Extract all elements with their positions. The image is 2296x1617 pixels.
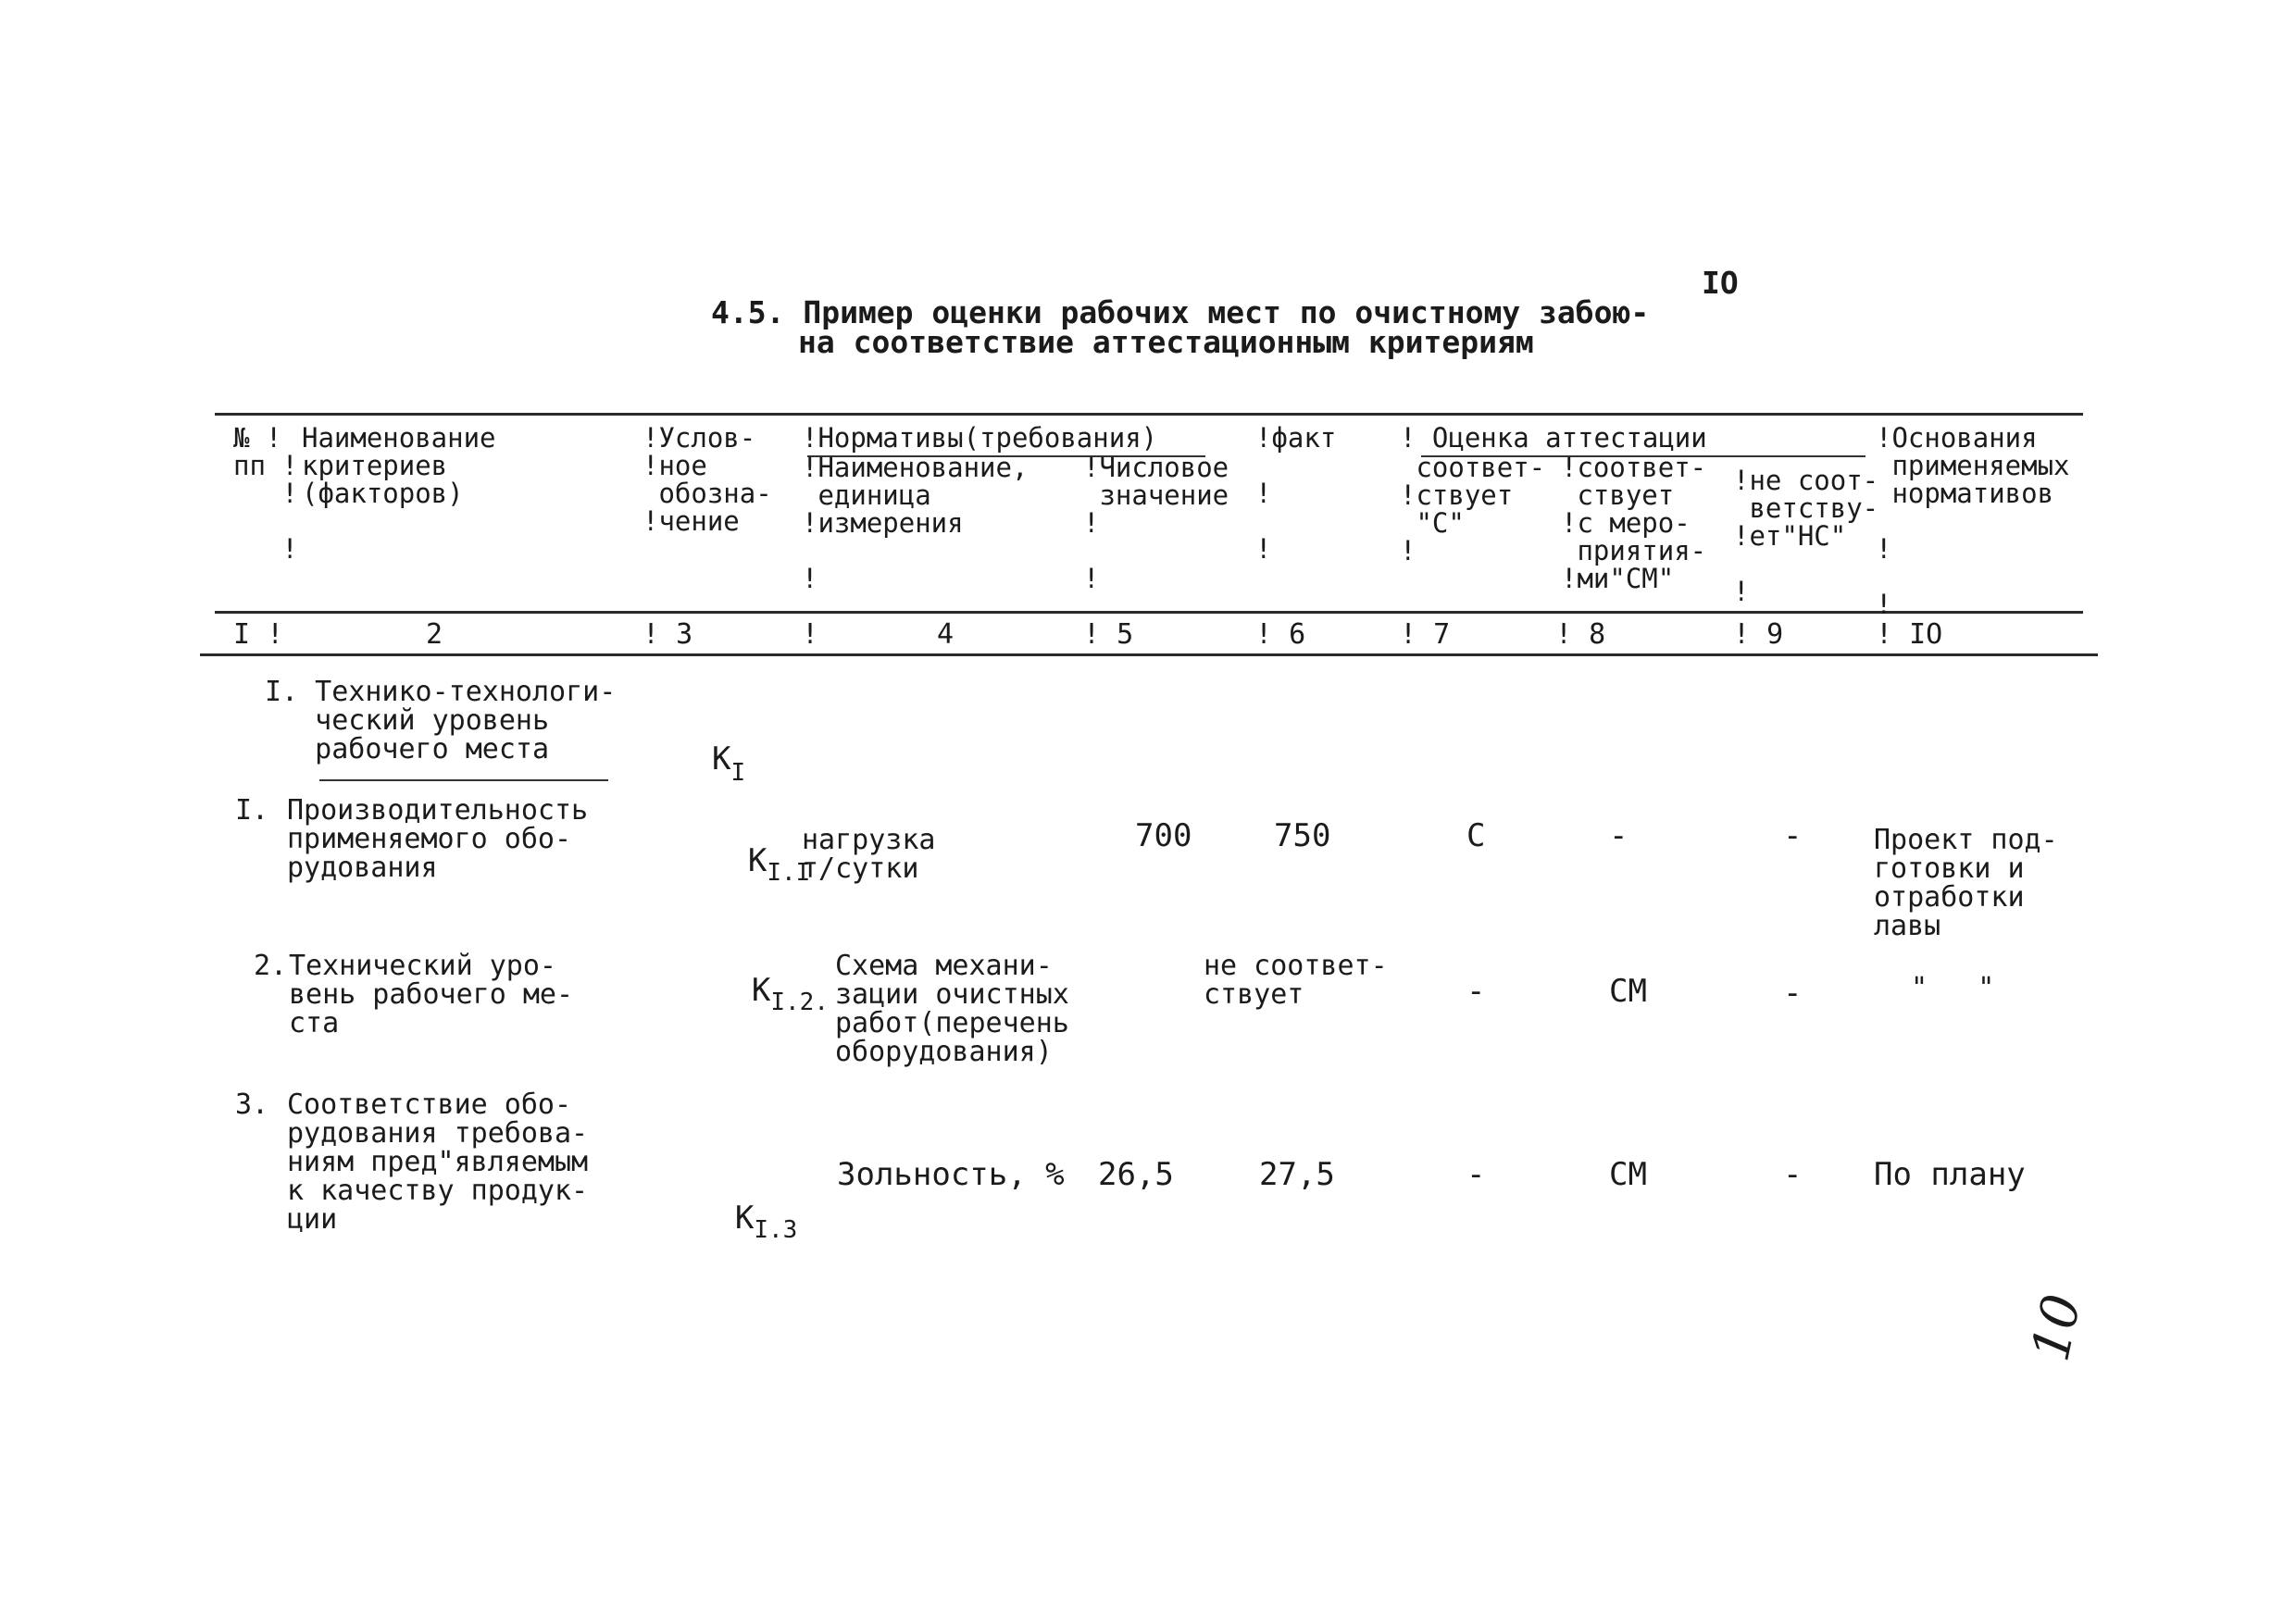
section-symbol-sub: I	[730, 759, 746, 787]
row-not-complies: -	[1783, 975, 1803, 1012]
header-col-criteria: Наименование критериев (факторов)	[302, 422, 496, 509]
col-num-4: 4	[937, 618, 955, 651]
header-col-complies: соответ- !ствует "С" !	[1400, 452, 1546, 566]
header-col-unit: !Наименование, единица !измерения !	[802, 452, 1029, 594]
row-symbol-sub: I.3	[754, 1216, 798, 1244]
header-col-fact: !факт ! !	[1255, 422, 1337, 565]
row-symbol-letter: K	[751, 972, 771, 1009]
col-num-3: ! 3	[643, 618, 693, 651]
row-number: 2.	[254, 950, 288, 982]
col-num-10: ! IO	[1876, 618, 1943, 651]
header-bottom-rule	[215, 611, 2083, 614]
header-col-not-complies: !не соот- ветству- !ет"НС" !	[1733, 465, 1879, 607]
row-value: 26,5	[1098, 1156, 1174, 1193]
header-col-number: № ! пп ! ! !	[233, 422, 298, 565]
row-number: I.	[235, 794, 269, 827]
row-complies-measures: СМ	[1609, 1156, 1647, 1193]
col-num-8: ! 8	[1555, 618, 1606, 651]
row-basis: " "	[1911, 972, 1995, 1004]
row-unit: Зольность, %	[837, 1156, 1065, 1193]
header-col-value: !Числовое значение ! !	[1083, 452, 1229, 594]
row-basis: По плану	[1874, 1156, 2026, 1193]
row-not-complies: -	[1783, 1156, 1803, 1193]
row-symbol	[659, 1175, 797, 1264]
col-num-6: ! 6	[1255, 618, 1306, 651]
handwritten-page-number: 10	[2020, 1288, 2093, 1367]
row-unit: Схема механи- зации очистных работ(перечень оборудования)	[835, 950, 1069, 1068]
section-symbol-letter: K	[711, 740, 731, 777]
row-fact: 27,5	[1259, 1156, 1335, 1193]
col-num-2: 2	[426, 618, 443, 651]
header-group-normatives: !Нормативы(требования)	[802, 422, 1158, 454]
title-line-1: 4.5. Пример оценки рабочих мест по очистному забою-	[711, 294, 1650, 330]
table-top-rule	[215, 413, 2083, 416]
header-col-basis: !Основания применяемых нормативов ! !	[1876, 422, 2070, 620]
page-number: IO	[1702, 265, 1739, 301]
title-line-2: на соответствие аттестационным критериям	[798, 324, 1534, 360]
row-complies: С	[1466, 817, 1486, 854]
row-complies: -	[1466, 973, 1486, 1010]
col-num-5: ! 5	[1083, 618, 1134, 651]
row-not-complies: -	[1783, 817, 1803, 854]
section-label: I. Технико-технологи- ческий уровень рабочего места	[265, 676, 617, 765]
col-num-1: I !	[233, 618, 284, 651]
section-underline	[319, 779, 608, 781]
row-criteria: Производительность применяемого обо- рудования	[287, 794, 589, 884]
row-criteria: Соответствие обо- рудования требова- ниям пред"являемым к качеству продук- ции	[287, 1088, 589, 1236]
row-symbol	[672, 818, 810, 907]
row-symbol-sub: I.I	[767, 859, 811, 887]
header-col-complies-measures: !соответ- ствует !с меро- приятия- !ми"СМ"	[1561, 452, 1707, 594]
row-complies: -	[1466, 1156, 1486, 1193]
row-fact: 750	[1274, 817, 1331, 854]
row-symbol	[676, 948, 829, 1037]
row-criteria: Технический уро- вень рабочего ме- ста	[289, 950, 574, 1039]
row-complies-measures: СМ	[1609, 973, 1647, 1010]
numbers-row-rule	[200, 653, 2098, 656]
row-value: 700	[1135, 817, 1192, 854]
row-symbol-sub: I.2.	[770, 989, 829, 1016]
row-basis: Проект под- готовки и отработки лавы	[1874, 824, 2058, 942]
col-sep-4: !	[802, 618, 819, 651]
col-num-7: ! 7	[1400, 618, 1451, 651]
section-symbol	[674, 716, 746, 787]
row-complies-measures: -	[1609, 817, 1628, 854]
header-col-symbol: !Услов- !ное обозна- !чение	[643, 422, 772, 537]
header-group-assessment: ! Оценка аттестации	[1400, 422, 1707, 454]
row-symbol-letter: K	[747, 842, 767, 879]
col-num-9: ! 9	[1733, 618, 1784, 651]
row-number: 3.	[235, 1088, 269, 1121]
row-symbol-letter: K	[734, 1200, 755, 1237]
row-unit: нагрузка т/сутки	[802, 824, 936, 885]
row-fact: не соответ- ствует	[1204, 950, 1388, 1011]
